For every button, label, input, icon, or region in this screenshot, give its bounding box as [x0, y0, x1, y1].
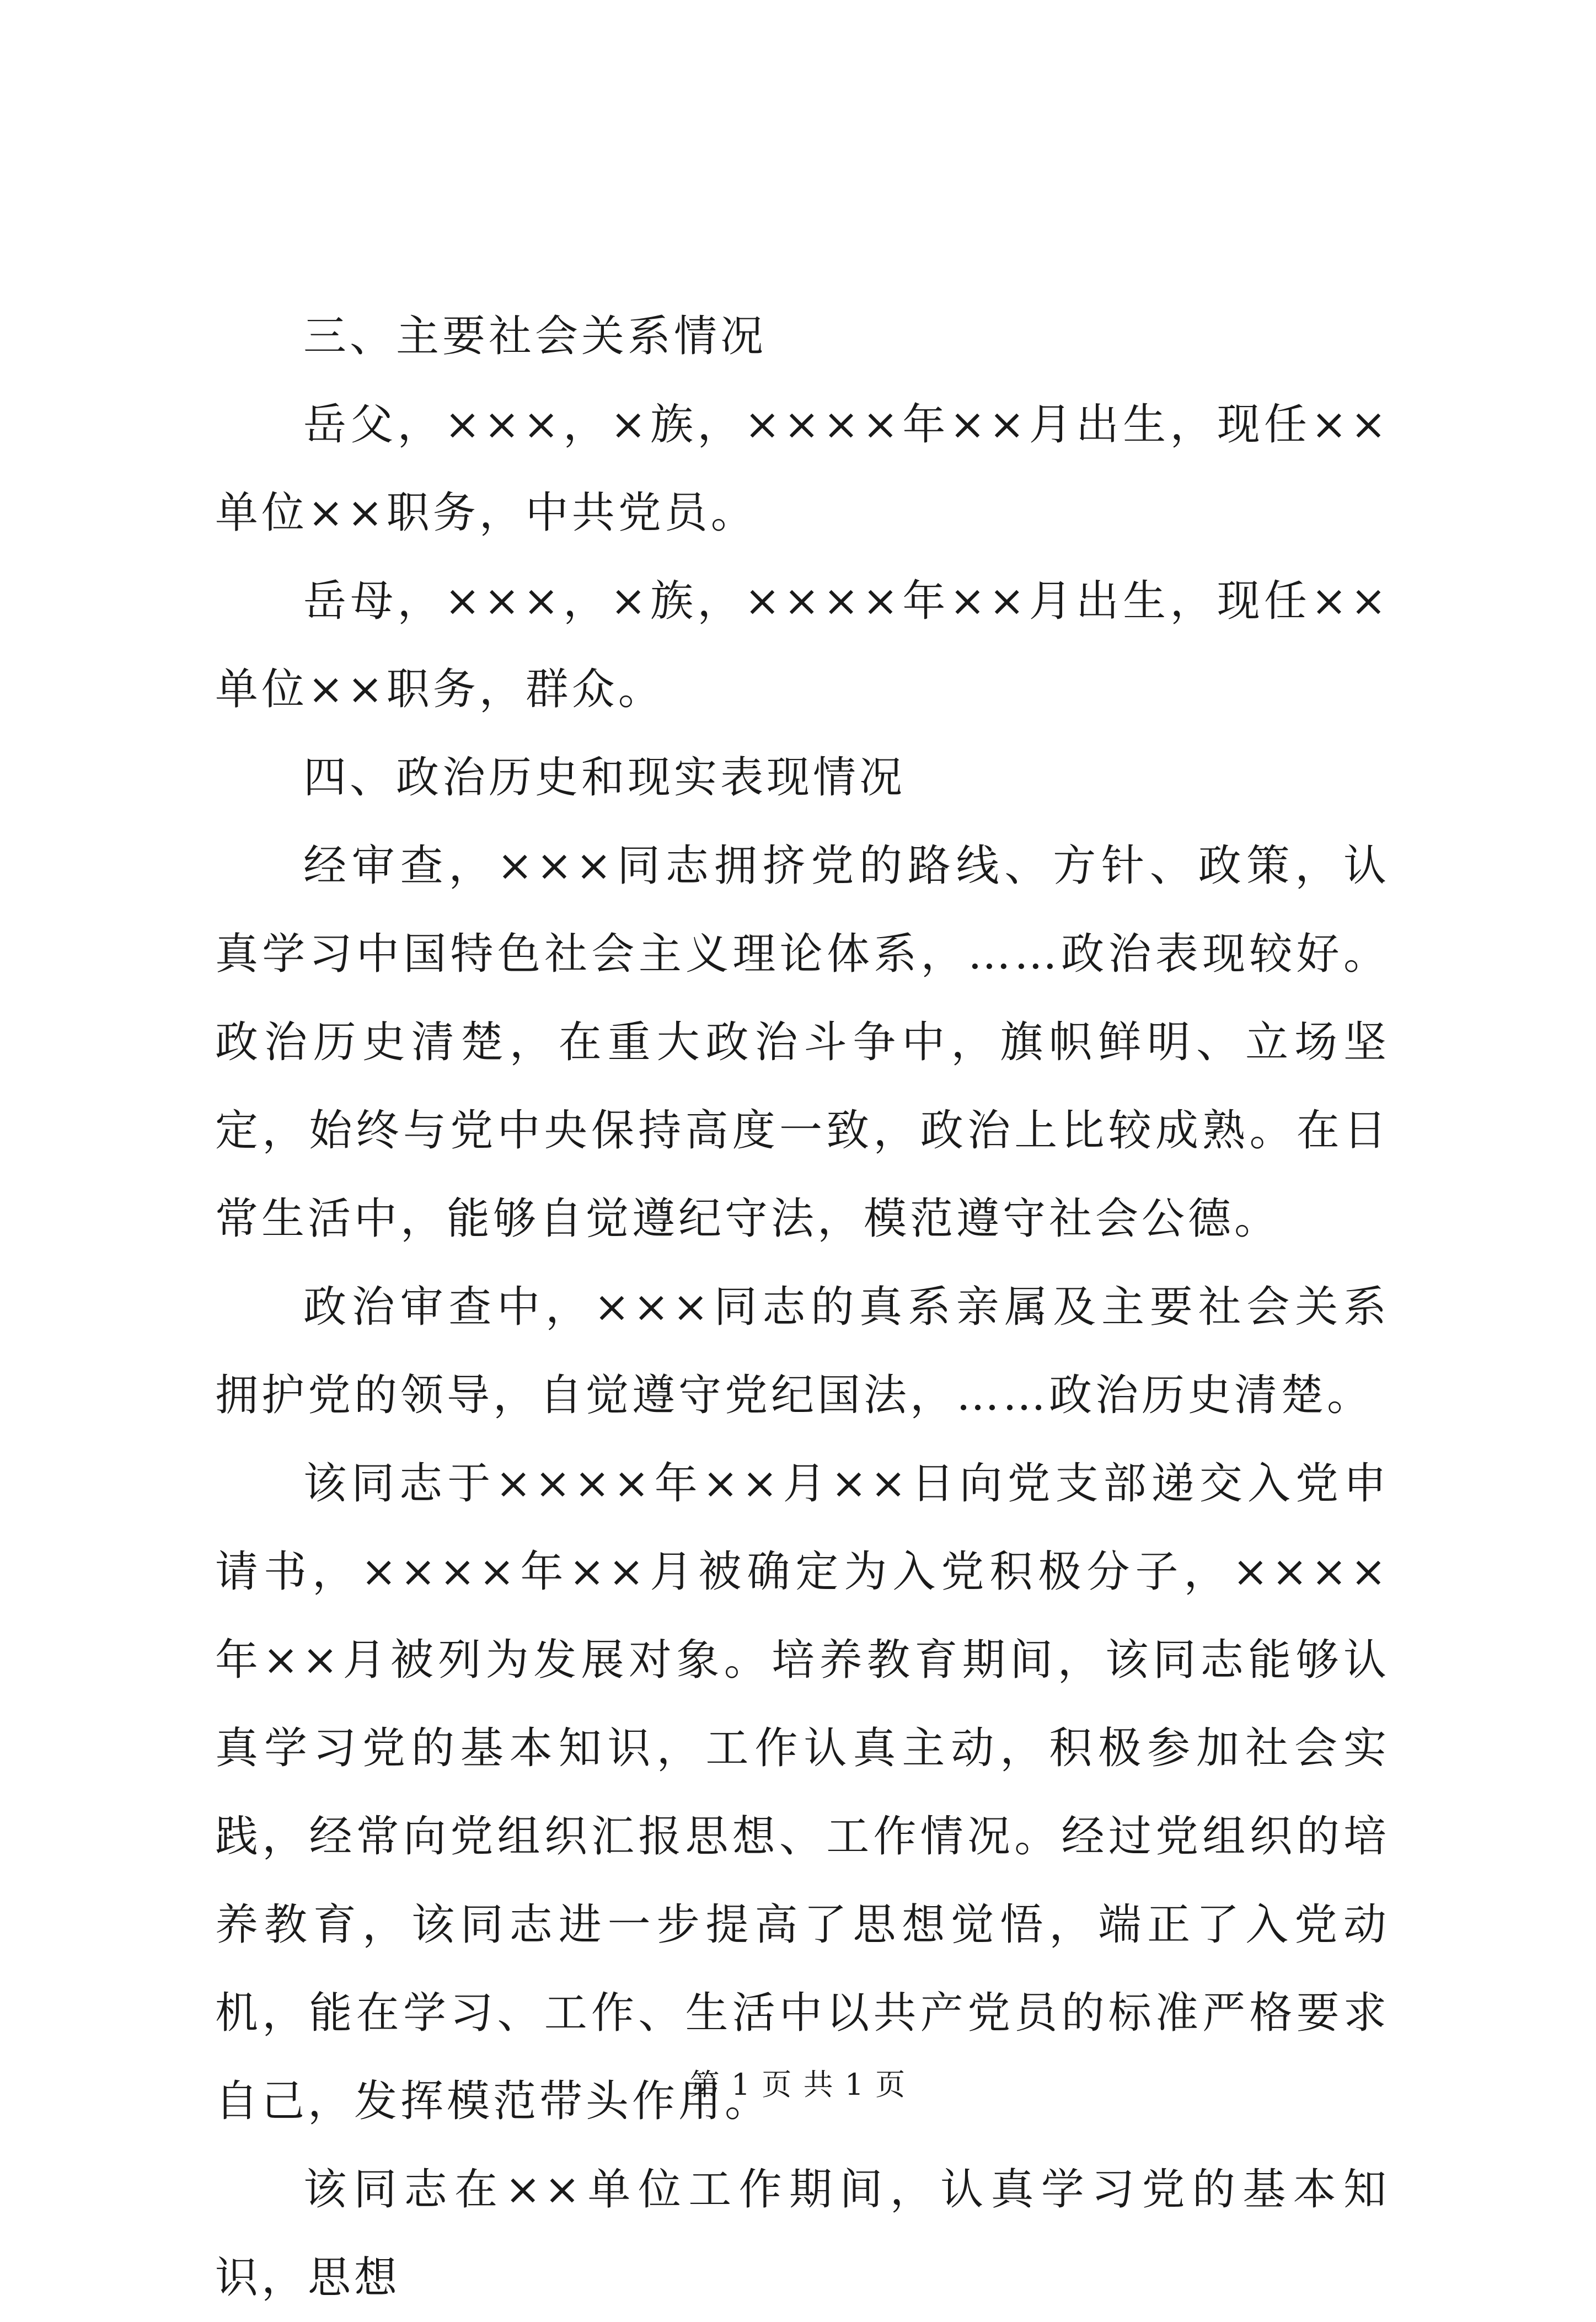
section-heading-social-relations: 三、主要社会关系情况 [303, 312, 767, 361]
paragraph-work-unit: 该同志在××单位工作期间，认真学习党的基本知识，思想 [215, 2165, 1390, 2303]
section-heading-political-history: 四、政治历史和现实表现情况 [303, 753, 906, 802]
document-body [215, 292, 1390, 2322]
paragraph-political-review: 政治审查中，×××同志的真系亲属及主要社会关系拥护党的领导，自觉遵守党纪国法，……政治历史清楚。 [215, 1282, 1390, 1420]
paragraph-mother-in-law: 岳母，×××，×族，××××年××月出生，现任××单位××职务，群众。 [215, 576, 1390, 714]
paragraph-father-in-law: 岳父，×××，×族，××××年××月出生，现任××单位××职务，中共党员。 [215, 400, 1390, 538]
page-footer: 第 1 页 共 1 页 [689, 2067, 907, 2102]
paragraph-review-result: 经审查，×××同志拥挤党的路线、方针、政策，认真学习中国特色社会主义理论体系，……政治表现较好。政治历史清楚，在重大政治斗争中，旗帜鲜明、立场坚定，始终与党中央保持高度一致，政治上比较成熟。在日常生活中，能够自觉遵纪守法，模范遵守社会公德。 [215, 841, 1390, 1244]
paragraph-application-history: 该同志于××××年××月××日向党支部递交入党申请书，××××年××月被确定为入党积极分子，××××年××月被列为发展对象。培养教育期间，该同志能够认真学习党的基本知识，工作认真主动，积极参加社会实践，经常向党组织汇报思想、工作情况。经过党组织的培养教育，该同志进一步提高了思想觉悟，端正了入党动机，能在学习、工作、生活中以共产党员的标准严格要求自己，发挥模范带头作用。 [215, 1459, 1390, 2126]
